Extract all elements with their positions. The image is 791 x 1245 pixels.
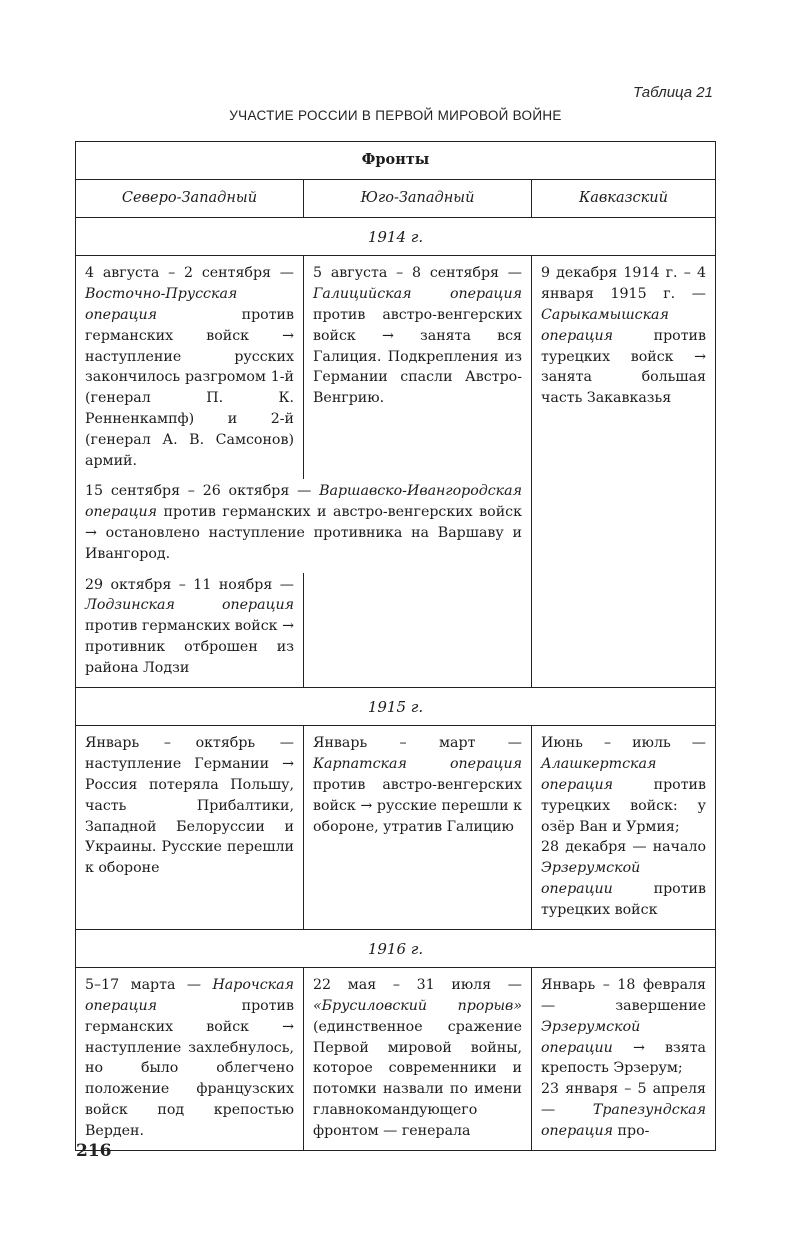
row-1914-main <box>76 256 716 479</box>
cell-1916-caucasus <box>532 968 716 1150</box>
text: про- <box>613 1122 650 1139</box>
text: 29 октября – 11 ноября — <box>85 576 294 593</box>
operation-name: Восточно-Прусская операция <box>85 286 238 323</box>
text: против австро-венгерских войск → занята вся Галиция. Подкрепления из Германии спасли Австро-Венгрию. <box>313 306 522 407</box>
text: 22 мая – 31 июля — <box>313 977 522 994</box>
text: 9 декабря 1914 г. – 4 января 1915 г. — <box>541 265 706 303</box>
row-1916 <box>76 968 716 1150</box>
fronts-header: Фронты <box>76 142 716 180</box>
text: 23 января – 5 апреля — <box>541 1081 706 1119</box>
text: против турецких войск <box>541 880 706 918</box>
operation-name: Варшавско-Ивангородская операция <box>85 483 522 521</box>
row-1915 <box>76 726 716 929</box>
operation-name: Эрзерумской операции <box>541 860 641 897</box>
operation-name: Лодзинская операция <box>85 597 294 614</box>
year-row-1915 <box>76 687 716 726</box>
text: Январь – март — <box>313 735 522 752</box>
text: против германских войск → противник отброшен из района Лодзи <box>85 618 294 676</box>
operation-name: «Брусиловский прорыв» <box>313 998 522 1015</box>
cell-1915-southwest <box>304 726 532 929</box>
text: против турецких войск → занята большая часть Закавказья <box>541 327 706 407</box>
cell-1914-northwest <box>76 256 304 479</box>
header-row <box>76 142 716 180</box>
cell-1914-southwest <box>304 256 532 479</box>
cell-1916-northwest <box>76 968 304 1150</box>
text: против австро-венгерских войск → русские перешли к обороне, утратив Галицию <box>313 776 522 835</box>
cell-1914-warsaw <box>76 479 532 572</box>
operation-name: Эрзерумской операции <box>541 1018 641 1056</box>
cell-1915-northwest: Январь – октябрь — наступление Германии → Россия потеряла Польшу, часть Прибалтики, Западной Белоруссии и Украины. Русские перешли к обороне <box>76 726 304 929</box>
year-row-1916 <box>76 929 716 968</box>
year-1915: 1915 г. <box>76 687 716 726</box>
text: → взята крепость Эрзерум; <box>541 1039 706 1077</box>
text: (единственное сражение Первой мировой войны, которое современники и потомки назвали по имени главнокомандующего фронтом — генерала <box>313 1018 522 1139</box>
text: против германских войск → наступление русских закончилось разгромом 1-й (генерал П. К. Ренненкампф) и 2-й (генерал А. В. Самсонов) армий. <box>85 306 294 469</box>
columns-row <box>76 179 716 217</box>
table-caption: УЧАСТИЕ РОССИИ В ПЕРВОЙ МИРОВОЙ ВОЙНЕ <box>229 108 562 123</box>
operation-name: Карпатская операция <box>313 756 522 773</box>
war-table <box>75 141 716 1151</box>
cell-1914-lodz <box>76 573 304 687</box>
year-row-1914 <box>76 217 716 256</box>
page-number: 216 <box>76 1141 112 1161</box>
text: против германских и австро-венгерских войск → остановлено наступление противника на Варшаву и Ивангород. <box>85 504 522 562</box>
text: против турецких войск: у озёр Ван и Урмия; <box>541 776 706 835</box>
column-caucasus: Кавказский <box>532 179 716 217</box>
text: Январь – 18 февраля — завершение <box>541 977 706 1015</box>
column-northwest: Северо-Западный <box>76 179 304 217</box>
text: 4 августа – 2 сентября — <box>85 265 294 282</box>
cell-1916-southwest <box>304 968 532 1150</box>
text: против германских войск → наступление захлебнулось, но было облегчено положение французских войск под крепостью Верден. <box>85 998 294 1139</box>
operation-name: Галицийская операция <box>313 286 522 303</box>
cell-1915-caucasus <box>532 726 716 929</box>
text: Июнь – июль — <box>541 735 706 752</box>
year-1914: 1914 г. <box>76 217 716 256</box>
operation-name: Трапезундская операция <box>541 1102 706 1139</box>
operation-name: Нарочская операция <box>85 977 294 1015</box>
text: 5–17 марта — <box>85 977 213 994</box>
cell-1914-empty <box>304 573 532 687</box>
operation-name: Алашкертская операция <box>541 756 657 793</box>
cell-1914-caucasus <box>532 256 716 687</box>
operation-name: Сарыкамышская операция <box>541 306 669 344</box>
text: 28 декабря — начало <box>541 839 706 856</box>
table-number-label: Таблица 21 <box>632 84 713 101</box>
year-1916: 1916 г. <box>76 929 716 968</box>
text: 15 сентября – 26 октября — <box>85 483 320 500</box>
column-southwest: Юго-Западный <box>304 179 532 217</box>
text: 5 августа – 8 сентября — <box>313 265 522 282</box>
